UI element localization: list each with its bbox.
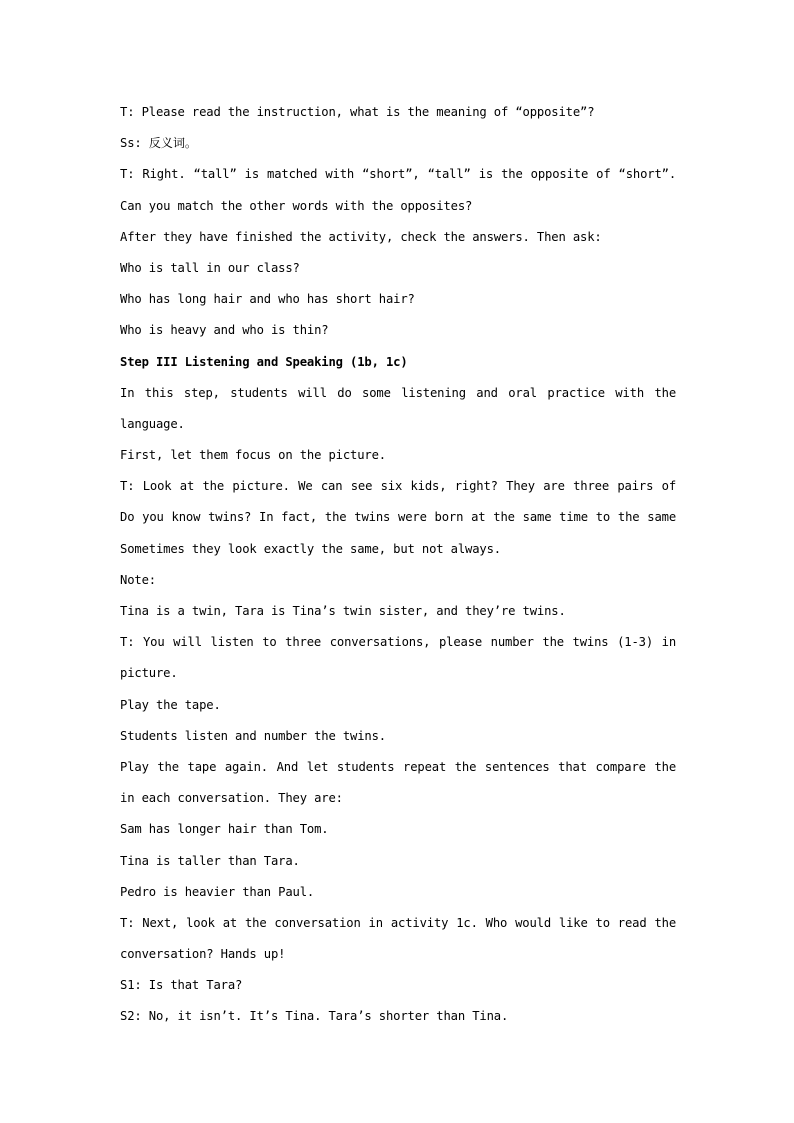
text-line: S2: No, it isn’t. It’s Tina. Tara’s shorter than Tina.	[120, 1009, 509, 1024]
text-line: T: Next, look at the conversation in activity 1c. Who would like to read the	[120, 915, 676, 930]
text-line: Students listen and number the twins.	[120, 728, 386, 743]
text-line: T: Please read the instruction, what is the meaning of “opposite”?	[120, 105, 595, 119]
text-line: in each conversation. They are:	[120, 791, 343, 806]
text-line: After they have finished the activity, check the answers. Then ask:	[120, 229, 602, 244]
text-line: Sometimes they look exactly the same, but not always.	[120, 541, 501, 556]
text-line: Tina is a twin, Tara is Tina’s twin sister, and they’re twins.	[120, 604, 566, 618]
text-line: Who is tall in our class?	[120, 260, 300, 275]
section-heading: Step III Listening and Speaking (1b, 1c)	[120, 354, 408, 369]
text-line: picture.	[120, 666, 178, 681]
text-line: Tina is taller than Tara.	[120, 853, 300, 868]
text-line: First, let them focus on the picture.	[120, 448, 386, 463]
text-line: Pedro is heavier than Paul.	[120, 884, 315, 899]
text-line: Who has long hair and who has short hair?	[120, 292, 415, 307]
text-line: S1: Is that Tara?	[120, 978, 243, 993]
document-body	[120, 97, 676, 1033]
text-line: Can you match the other words with the opposites?	[120, 198, 473, 213]
text-line: In this step, students will do some listening and oral practice with the	[120, 385, 676, 400]
text-line: T: Right. “tall” is matched with “short”, “tall” is the opposite of “short”.	[120, 167, 676, 182]
text-line: T: You will listen to three conversations, please number the twins (1-3) in	[120, 635, 676, 650]
text-line: conversation? Hands up!	[120, 947, 286, 962]
text-line: language.	[120, 416, 185, 431]
text-line: Sam has longer hair than Tom.	[120, 822, 329, 837]
text-line: Note:	[120, 572, 156, 587]
text-line: Ss: 反义词。	[120, 136, 197, 151]
text-line: Play the tape.	[120, 697, 221, 712]
text-line: T: Look at the picture. We can see six kids, right? They are three pairs of	[120, 479, 676, 494]
text-line: Do you know twins? In fact, the twins were born at the same time to the same	[120, 510, 676, 525]
text-line: Play the tape again. And let students repeat the sentences that compare the	[120, 759, 676, 774]
text-line: Who is heavy and who is thin?	[120, 323, 329, 338]
